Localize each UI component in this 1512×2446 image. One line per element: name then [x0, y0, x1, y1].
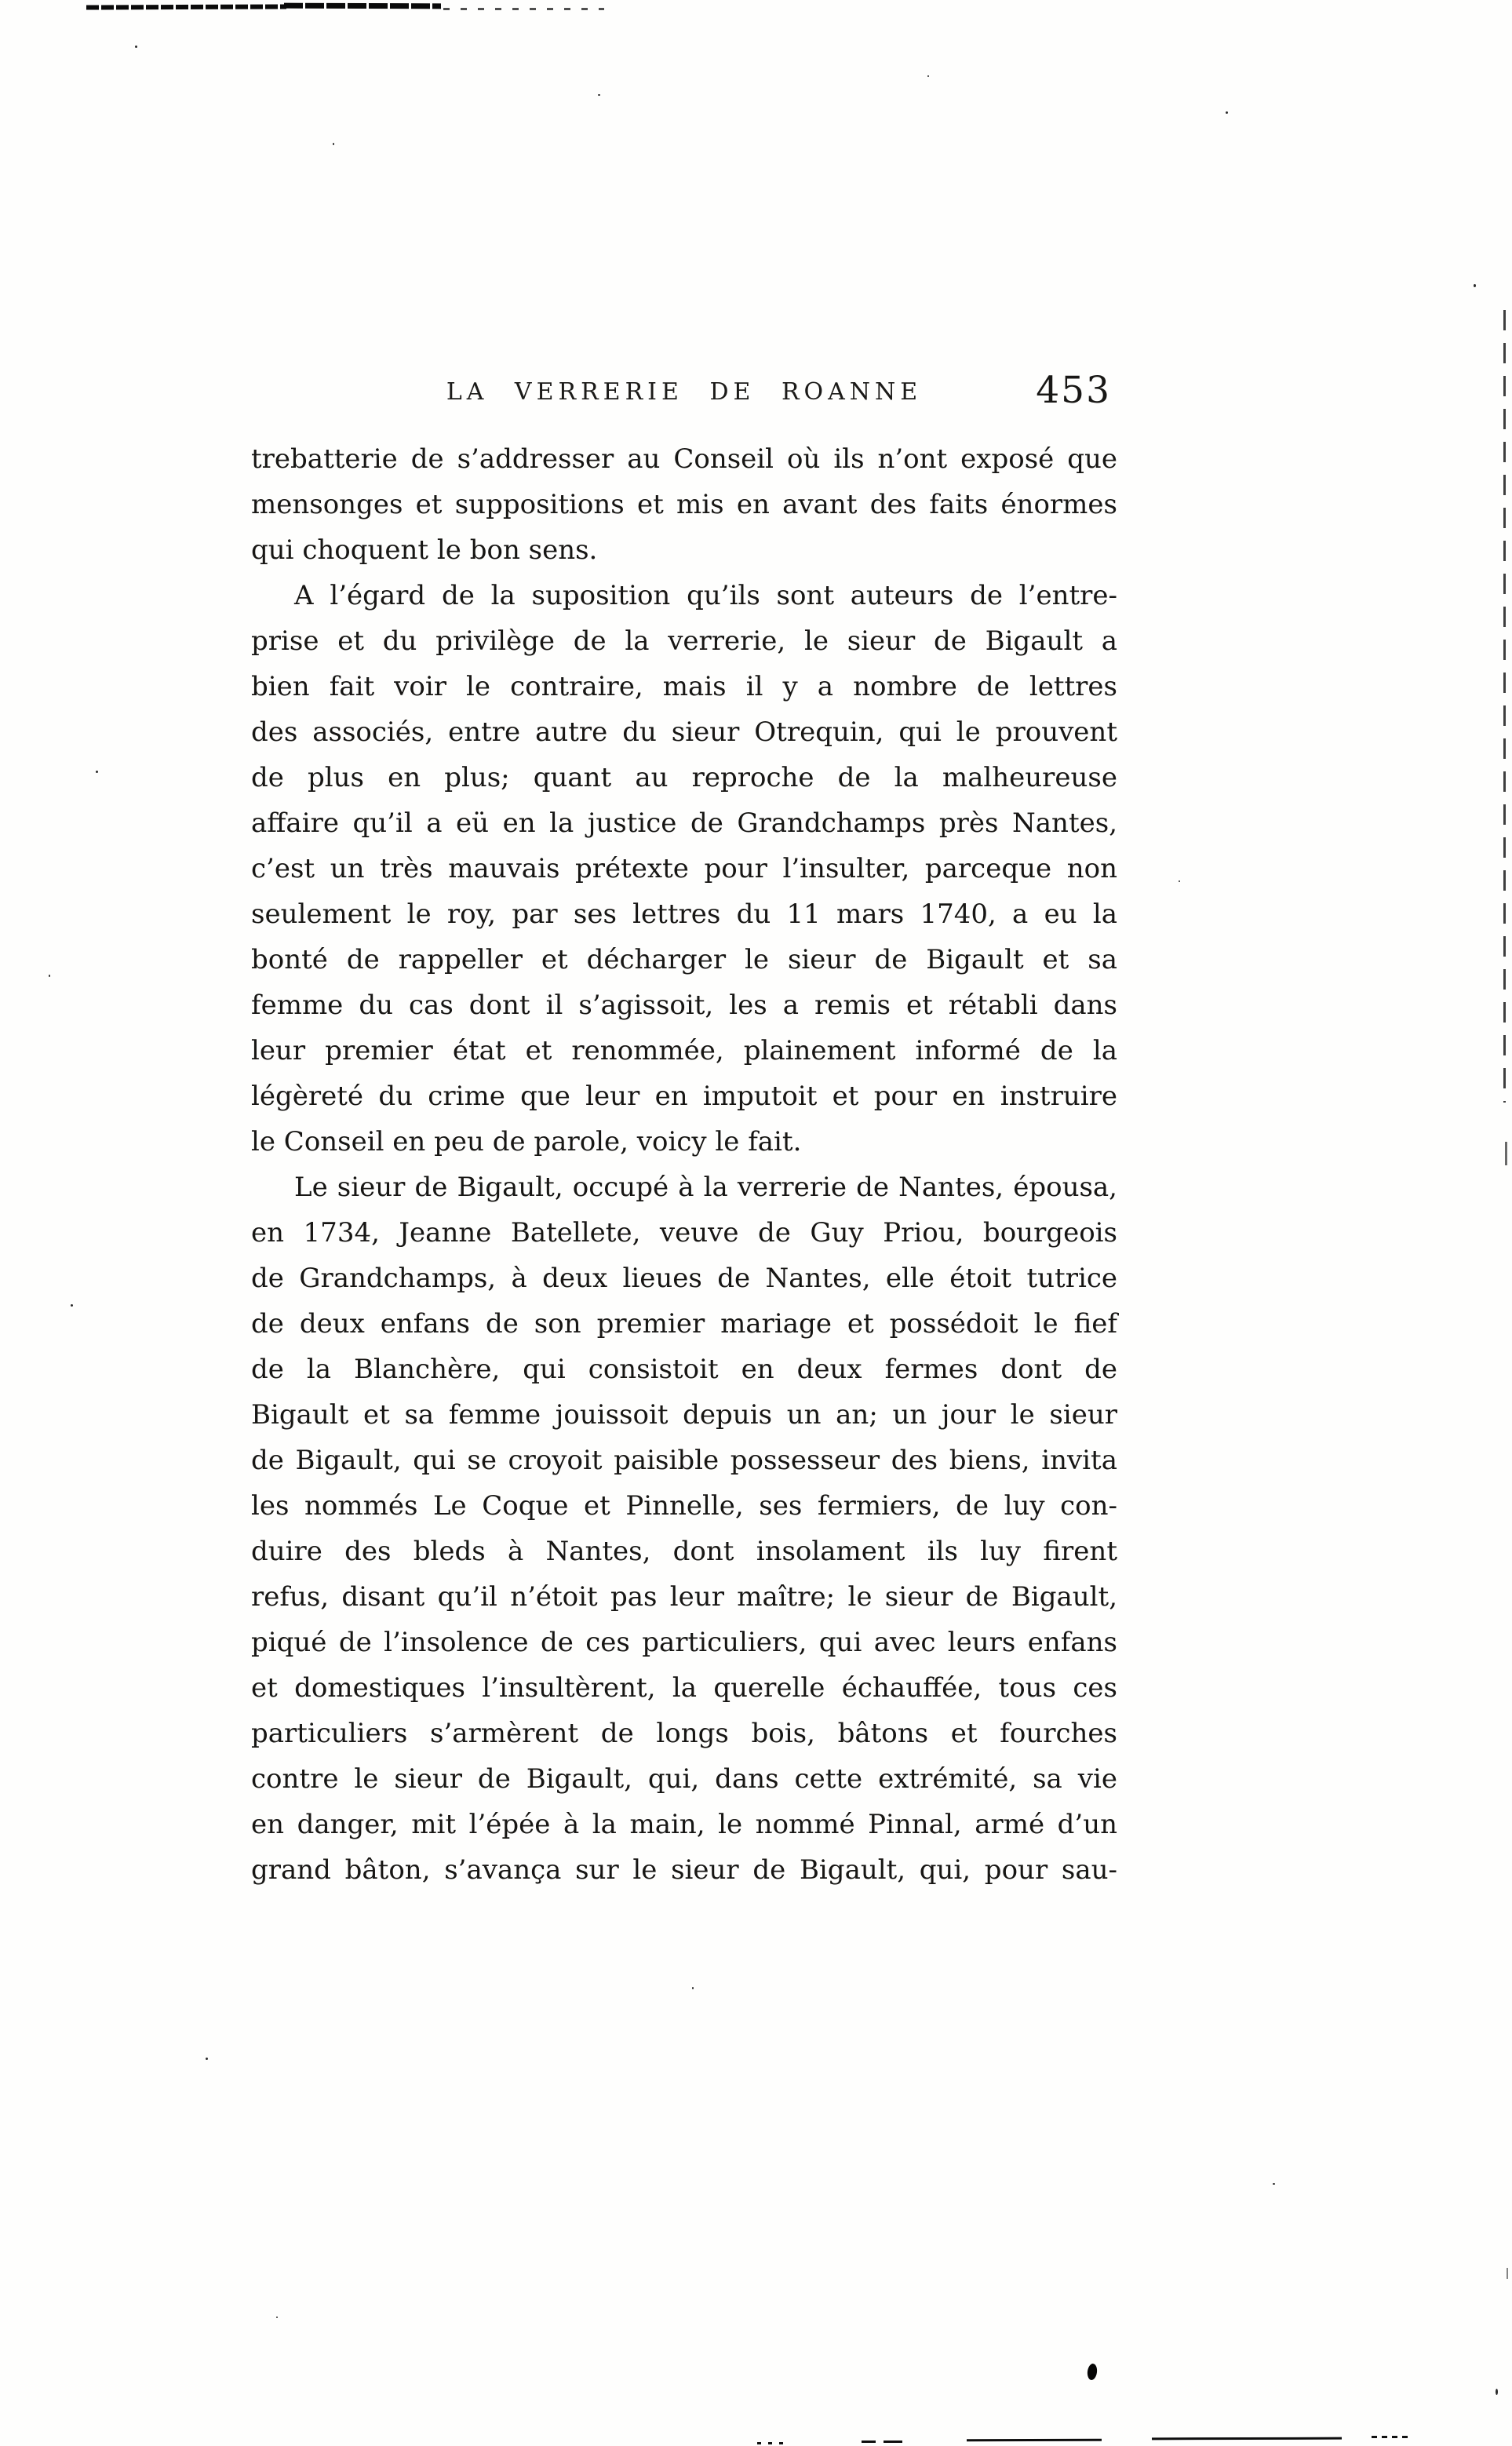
scan-bottom-marks	[1152, 2437, 1342, 2441]
paragraph	[251, 1165, 1117, 1893]
text-line: de plus en plus; quant au reproche de la malheureuse	[251, 762, 1117, 793]
text-line: légèreté du crime que leur en imputoit et pour en instruire	[251, 1081, 1117, 1112]
scan-scratch-top	[86, 4, 286, 9]
ink-speck	[333, 143, 334, 145]
text-line: en danger, mit l’épée à la main, le nommé Pinnal, armé d’un	[251, 1809, 1117, 1840]
ink-speck	[276, 2317, 278, 2318]
scan-bottom-marks	[757, 2442, 785, 2444]
running-header	[251, 369, 1117, 417]
page-body	[251, 436, 1117, 1893]
scan-scratch-top	[443, 8, 604, 10]
text-line: bien fait voir le contraire, mais il y a nombre de lettres	[251, 671, 1117, 702]
text-line: en 1734, Jeanne Batellete, veuve de Guy Priou, bourgeois	[251, 1217, 1117, 1249]
text-line: affaire qu’il a eü en la justice de Grandchamps près Nantes,	[251, 807, 1117, 839]
text-line: contre le sieur de Bigault, qui, dans cette extrémité, sa vie	[251, 1763, 1117, 1795]
text-line: c’est un très mauvais prétexte pour l’insulter, parceque non	[251, 853, 1117, 884]
text-line: duire des bleds à Nantes, dont insolament ils luy firent	[251, 1536, 1117, 1567]
text-line: Bigault et sa femme jouissoit depuis un an; un jour le sieur	[251, 1399, 1117, 1431]
ink-speck	[1273, 2183, 1275, 2185]
text-line: les nommés Le Coque et Pinnelle, ses fermiers, de luy con-	[251, 1490, 1117, 1522]
text-line: mensonges et suppositions et mis en avant des faits énormes	[251, 489, 1117, 520]
text-line: piqué de l’insolence de ces particuliers, qui avec leurs enfans	[251, 1627, 1117, 1658]
ink-dot	[1087, 2363, 1098, 2380]
text-line: Le sieur de Bigault, occupé à la verrerie de Nantes, épousa,	[294, 1172, 1117, 1203]
text-line: prise et du privilège de la verrerie, le sieur de Bigault a	[251, 625, 1117, 657]
text-line: et domestiques l’insultèrent, la querelle échauffée, tous ces	[251, 1672, 1117, 1704]
ink-speck	[49, 975, 50, 977]
ink-speck	[1179, 880, 1180, 882]
text-line: le Conseil en peu de parole, voicy le fait.	[251, 1126, 802, 1157]
ink-speck	[1226, 111, 1228, 114]
ink-speck	[1496, 2389, 1498, 2395]
scan-page-edge-line	[1503, 310, 1506, 1103]
text-line: femme du cas dont il s’agissoit, les a remis et rétabli dans	[251, 990, 1117, 1021]
text-line: bonté de rappeller et décharger le sieur de Bigault et sa	[251, 944, 1117, 975]
ink-speck	[1474, 284, 1476, 287]
ink-speck	[598, 94, 600, 96]
scan-scratch-top	[284, 3, 441, 9]
ink-speck	[927, 75, 929, 77]
scan-bottom-marks	[862, 2441, 876, 2443]
scan-bottom-marks	[967, 2439, 1102, 2441]
text-line: de Bigault, qui se croyoit paisible possesseur des biens, invita	[251, 1445, 1117, 1476]
text-line: des associés, entre autre du sieur Otrequin, qui le prouvent	[251, 716, 1117, 748]
text-line: particuliers s’armèrent de longs bois, bâtons et fourches	[251, 1718, 1117, 1749]
text-line: grand bâton, s’avança sur le sieur de Bigault, qui, pour sau-	[251, 1854, 1117, 1886]
text-line: de Grandchamps, à deux lieues de Nantes, elle étoit tutrice	[251, 1263, 1117, 1294]
page-number: 453	[1036, 369, 1111, 412]
text-line: de la Blanchère, qui consistoit en deux fermes dont de	[251, 1354, 1117, 1385]
scan-edge-tick	[1507, 2268, 1508, 2279]
text-line: qui choquent le bon sens.	[251, 534, 598, 566]
text-line: A l’égard de la suposition qu’ils sont auteurs de l’entre-	[294, 580, 1117, 611]
ink-speck	[692, 1987, 694, 1989]
scan-bottom-marks	[884, 2441, 902, 2443]
paragraph	[251, 573, 1117, 1165]
running-title: LA VERRERIE DE ROANNE	[446, 378, 923, 406]
text-line: refus, disant qu’il n’étoit pas leur maître; le sieur de Bigault,	[251, 1581, 1117, 1613]
scan-edge-tick	[1505, 1142, 1507, 1165]
text-line: leur premier état et renommée, plainement informé de la	[251, 1035, 1117, 1066]
text-line: seulement le roy, par ses lettres du 11 mars 1740, a eu la	[251, 899, 1117, 930]
ink-speck	[96, 771, 98, 773]
text-line: trebatterie de s’addresser au Conseil où ils n’ont exposé que	[251, 443, 1117, 475]
ink-speck	[135, 46, 137, 48]
text-line: de deux enfans de son premier mariage et possédoit le fief	[251, 1308, 1117, 1340]
ink-speck	[71, 1304, 73, 1307]
scan-bottom-marks	[1372, 2436, 1408, 2438]
ink-speck	[206, 2058, 208, 2060]
paragraph	[251, 436, 1117, 573]
